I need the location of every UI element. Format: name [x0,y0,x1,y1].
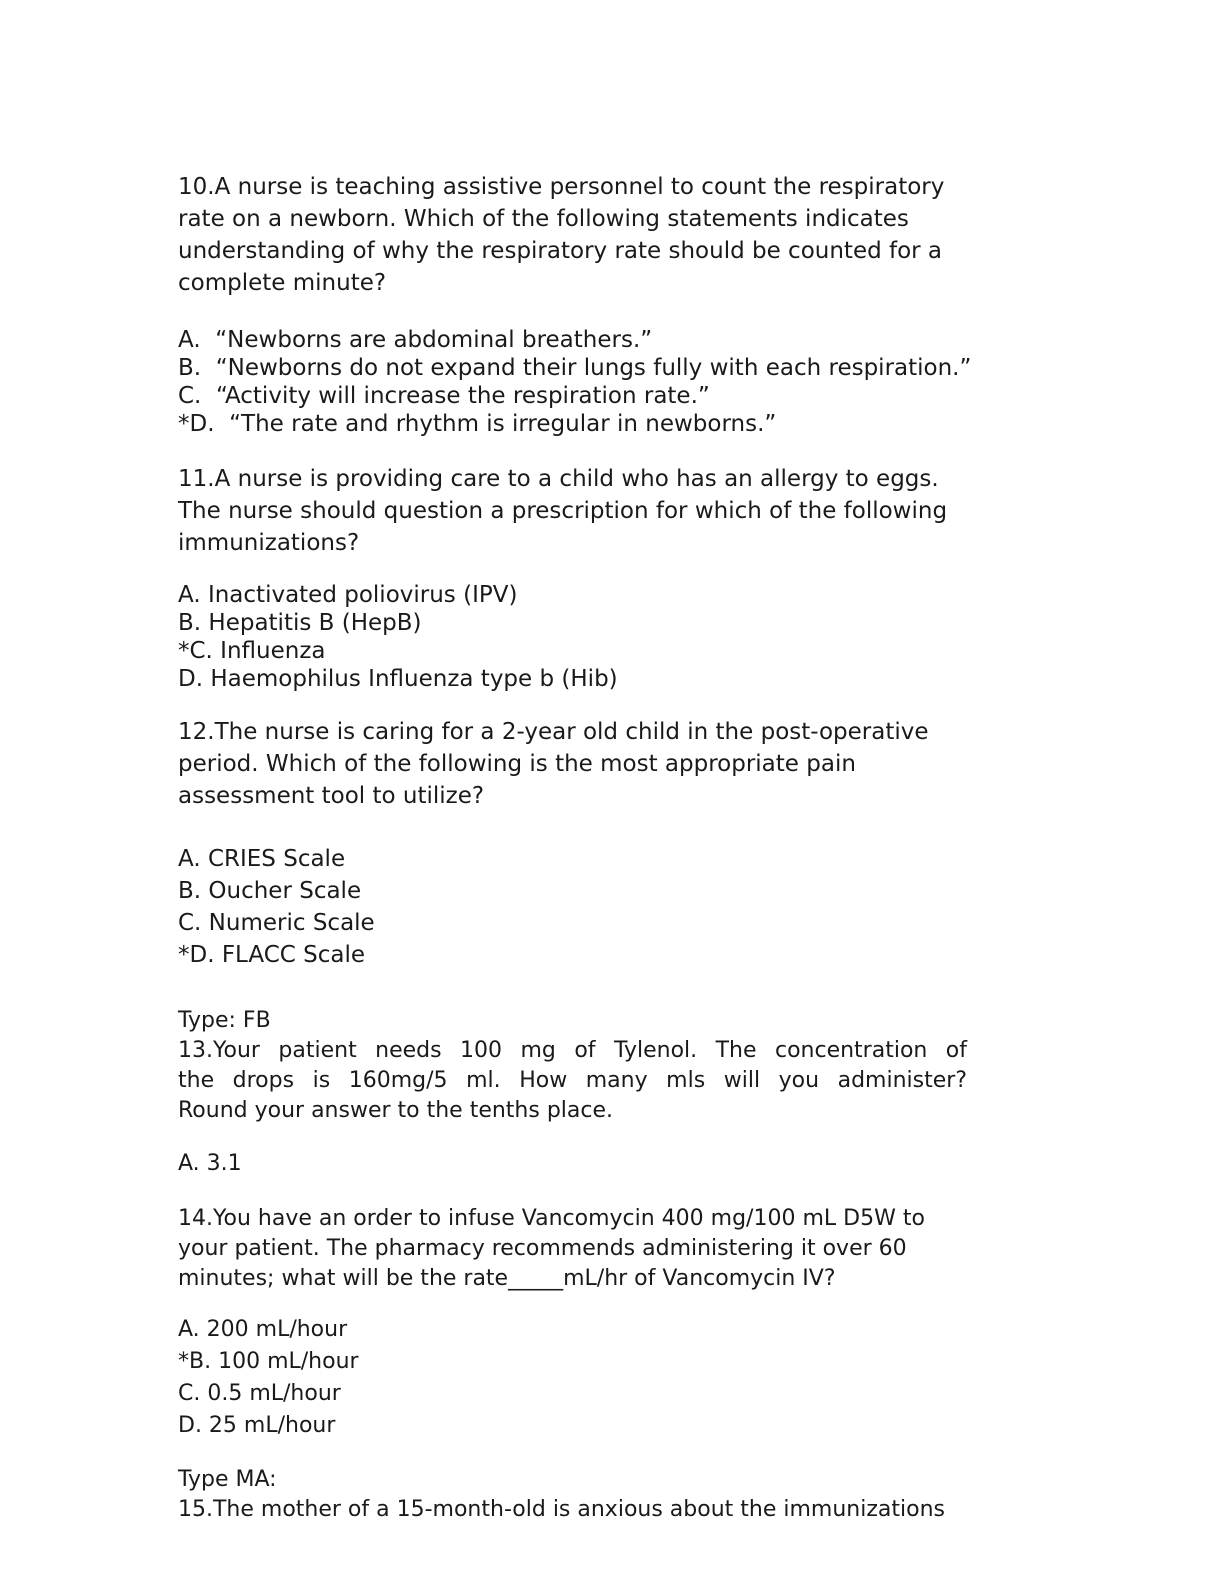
question-13-line-3: Round your answer to the tenths place. [178,1098,614,1123]
question-13-line-2: the drops is 160mg/5 ml. How many mls will you administer? [178,1068,967,1093]
question-12-option-a: A. CRIES Scale [178,846,346,872]
question-12-line-2: period. Which of the following is the most appropriate pain [178,751,856,777]
question-14-option-c: C. 0.5 mL/hour [178,1381,341,1406]
question-11-line-2: The nurse should question a prescription for which of the following [178,498,948,524]
question-10-option-d: *D. “The rate and rhythm is irregular in newborns.” [178,411,777,437]
question-10-option-b: B. “Newborns do not expand their lungs fully with each respiration.” [178,355,972,381]
question-10-option-a: A. “Newborns are abdominal breathers.” [178,327,653,353]
question-12-option-b: B. Oucher Scale [178,878,362,904]
question-11-line-3: immunizations? [178,530,360,556]
question-10-line-3: understanding of why the respiratory rate should be counted for a [178,238,943,264]
question-13-type-label: Type: FB [178,1008,271,1033]
question-11-option-d: D. Haemophilus Influenza type b (Hib) [178,666,618,692]
question-12-line-3: assessment tool to utilize? [178,783,485,809]
question-15-type-label: Type MA: [178,1467,277,1492]
question-14-option-a: A. 200 mL/hour [178,1317,348,1342]
question-14-option-d: D. 25 mL/hour [178,1413,336,1438]
question-12-option-c: C. Numeric Scale [178,910,375,936]
question-14-line-2: your patient. The pharmacy recommends administering it over 60 [178,1236,907,1261]
question-12-line-1: 12.The nurse is caring for a 2-year old child in the post-operative [178,719,929,745]
question-11-option-a: A. Inactivated poliovirus (IPV) [178,582,518,608]
question-12-option-d: *D. FLACC Scale [178,942,366,968]
question-13-line-1: 13.Your patient needs 100 mg of Tylenol. The concentration of [178,1038,967,1063]
question-11-line-1: 11.A nurse is providing care to a child who has an allergy to eggs. [178,466,939,492]
question-13-answer: A. 3.1 [178,1151,242,1176]
question-10-line-4: complete minute? [178,270,387,296]
question-15-line-1: 15.The mother of a 15-month-old is anxious about the immunizations [178,1497,945,1522]
question-14-line-3: minutes; what will be the rate_____mL/hr of Vancomycin IV? [178,1266,836,1291]
question-10-line-2: rate on a newborn. Which of the following statements indicates [178,206,909,232]
question-11-option-b: B. Hepatitis B (HepB) [178,610,422,636]
question-10-line-1: 10.A nurse is teaching assistive personnel to count the respiratory [178,174,945,200]
question-14-option-b: *B. 100 mL/hour [178,1349,359,1374]
question-11-option-c: *C. Influenza [178,638,326,664]
question-10-option-c: C. “Activity will increase the respiration rate.” [178,383,710,409]
question-14-line-1: 14.You have an order to infuse Vancomycin 400 mg/100 mL D5W to [178,1206,925,1231]
